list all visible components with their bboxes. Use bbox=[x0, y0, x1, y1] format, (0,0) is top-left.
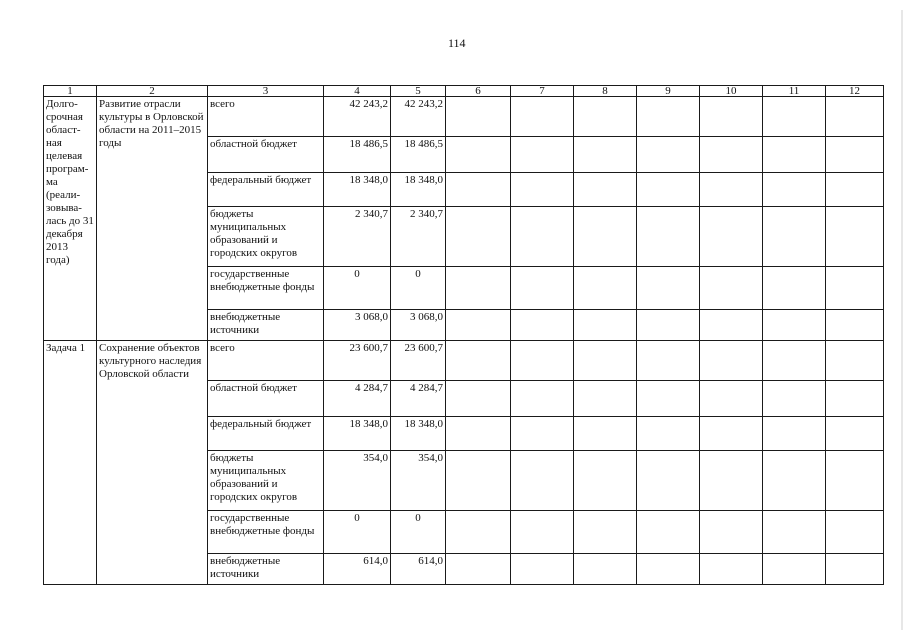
value-col5: 0 bbox=[391, 511, 446, 554]
empty-cell bbox=[511, 381, 574, 417]
value-col5: 18 486,5 bbox=[391, 137, 446, 173]
empty-cell bbox=[763, 207, 826, 267]
value-col4: 18 348,0 bbox=[324, 173, 391, 207]
empty-cell bbox=[700, 97, 763, 137]
empty-cell bbox=[446, 341, 511, 381]
value-col4: 354,0 bbox=[324, 451, 391, 511]
header-cell: 11 bbox=[763, 86, 826, 97]
budget-table bbox=[43, 85, 884, 585]
empty-cell bbox=[763, 381, 826, 417]
empty-cell bbox=[826, 267, 884, 310]
empty-cell bbox=[446, 511, 511, 554]
empty-cell bbox=[637, 207, 700, 267]
empty-cell bbox=[700, 267, 763, 310]
value-col4: 18 486,5 bbox=[324, 137, 391, 173]
empty-cell bbox=[637, 173, 700, 207]
scan-edge-artifact bbox=[901, 10, 903, 630]
empty-cell bbox=[826, 451, 884, 511]
value-col4: 4 284,7 bbox=[324, 381, 391, 417]
empty-cell bbox=[574, 207, 637, 267]
header-cell: 10 bbox=[700, 86, 763, 97]
empty-cell bbox=[826, 97, 884, 137]
value-col4: 3 068,0 bbox=[324, 310, 391, 341]
header-cell: 1 bbox=[44, 86, 97, 97]
empty-cell bbox=[511, 451, 574, 511]
empty-cell bbox=[637, 97, 700, 137]
header-cell: 9 bbox=[637, 86, 700, 97]
funding-source-cell: внебюджетные источники bbox=[208, 310, 324, 341]
value-col4: 0 bbox=[324, 511, 391, 554]
empty-cell bbox=[574, 381, 637, 417]
empty-cell bbox=[511, 341, 574, 381]
funding-source-cell: бюджеты муниципальных образований и городских округов bbox=[208, 451, 324, 511]
empty-cell bbox=[826, 554, 884, 585]
empty-cell bbox=[574, 173, 637, 207]
empty-cell bbox=[574, 451, 637, 511]
empty-cell bbox=[763, 417, 826, 451]
table-row bbox=[44, 97, 884, 137]
funding-source-cell: внебюджетные источники bbox=[208, 554, 324, 585]
empty-cell bbox=[574, 137, 637, 173]
empty-cell bbox=[826, 417, 884, 451]
empty-cell bbox=[826, 173, 884, 207]
task-name-cell: Сохранение объектов культурного наследия Орловской области bbox=[97, 341, 208, 585]
empty-cell bbox=[511, 417, 574, 451]
value-col4: 23 600,7 bbox=[324, 341, 391, 381]
funding-source-cell: государственные внебюджетные фонды bbox=[208, 511, 324, 554]
empty-cell bbox=[446, 173, 511, 207]
empty-cell bbox=[700, 173, 763, 207]
empty-cell bbox=[763, 267, 826, 310]
header-cell: 7 bbox=[511, 86, 574, 97]
empty-cell bbox=[700, 417, 763, 451]
empty-cell bbox=[446, 97, 511, 137]
page-number: 114 bbox=[448, 36, 466, 50]
table-row bbox=[44, 341, 884, 381]
empty-cell bbox=[826, 137, 884, 173]
empty-cell bbox=[511, 97, 574, 137]
empty-cell bbox=[511, 137, 574, 173]
empty-cell bbox=[637, 417, 700, 451]
empty-cell bbox=[511, 511, 574, 554]
empty-cell bbox=[826, 207, 884, 267]
value-col5: 4 284,7 bbox=[391, 381, 446, 417]
header-cell: 12 bbox=[826, 86, 884, 97]
funding-source-cell: федеральный бюджет bbox=[208, 173, 324, 207]
empty-cell bbox=[700, 554, 763, 585]
value-col5: 354,0 bbox=[391, 451, 446, 511]
value-col4: 2 340,7 bbox=[324, 207, 391, 267]
empty-cell bbox=[574, 511, 637, 554]
empty-cell bbox=[700, 511, 763, 554]
funding-source-cell: всего bbox=[208, 97, 324, 137]
task-label-cell: Задача 1 bbox=[44, 341, 97, 585]
empty-cell bbox=[763, 554, 826, 585]
empty-cell bbox=[574, 417, 637, 451]
empty-cell bbox=[446, 451, 511, 511]
empty-cell bbox=[763, 310, 826, 341]
empty-cell bbox=[763, 451, 826, 511]
empty-cell bbox=[826, 310, 884, 341]
funding-source-cell: бюджеты муниципальных образований и городских округов bbox=[208, 207, 324, 267]
empty-cell bbox=[763, 137, 826, 173]
value-col4: 18 348,0 bbox=[324, 417, 391, 451]
empty-cell bbox=[637, 511, 700, 554]
funding-source-cell: всего bbox=[208, 341, 324, 381]
empty-cell bbox=[637, 310, 700, 341]
empty-cell bbox=[446, 310, 511, 341]
value-col5: 42 243,2 bbox=[391, 97, 446, 137]
empty-cell bbox=[700, 341, 763, 381]
empty-cell bbox=[763, 173, 826, 207]
value-col5: 614,0 bbox=[391, 554, 446, 585]
empty-cell bbox=[826, 381, 884, 417]
program-type-cell: Долго-срочная област-ная целевая програм-ма (реали-зовыва-лась до 31 декабря 2013 года) bbox=[44, 97, 97, 341]
empty-cell bbox=[763, 511, 826, 554]
funding-source-cell: областной бюджет bbox=[208, 137, 324, 173]
empty-cell bbox=[446, 417, 511, 451]
empty-cell bbox=[446, 554, 511, 585]
empty-cell bbox=[511, 267, 574, 310]
empty-cell bbox=[637, 137, 700, 173]
header-cell: 2 bbox=[97, 86, 208, 97]
empty-cell bbox=[700, 137, 763, 173]
value-col5: 23 600,7 bbox=[391, 341, 446, 381]
empty-cell bbox=[511, 310, 574, 341]
empty-cell bbox=[637, 381, 700, 417]
value-col5: 18 348,0 bbox=[391, 417, 446, 451]
value-col5: 2 340,7 bbox=[391, 207, 446, 267]
header-cell: 3 bbox=[208, 86, 324, 97]
empty-cell bbox=[511, 554, 574, 585]
empty-cell bbox=[446, 137, 511, 173]
value-col4: 42 243,2 bbox=[324, 97, 391, 137]
empty-cell bbox=[826, 341, 884, 381]
empty-cell bbox=[637, 451, 700, 511]
empty-cell bbox=[826, 511, 884, 554]
empty-cell bbox=[700, 381, 763, 417]
empty-cell bbox=[446, 381, 511, 417]
header-cell: 5 bbox=[391, 86, 446, 97]
header-cell: 6 bbox=[446, 86, 511, 97]
empty-cell bbox=[763, 341, 826, 381]
empty-cell bbox=[446, 267, 511, 310]
funding-source-cell: областной бюджет bbox=[208, 381, 324, 417]
funding-source-cell: федеральный бюджет bbox=[208, 417, 324, 451]
value-col5: 18 348,0 bbox=[391, 173, 446, 207]
header-cell: 4 bbox=[324, 86, 391, 97]
value-col4: 0 bbox=[324, 267, 391, 310]
empty-cell bbox=[700, 207, 763, 267]
header-cell: 8 bbox=[574, 86, 637, 97]
value-col5: 0 bbox=[391, 267, 446, 310]
empty-cell bbox=[700, 451, 763, 511]
empty-cell bbox=[637, 267, 700, 310]
empty-cell bbox=[637, 341, 700, 381]
empty-cell bbox=[700, 310, 763, 341]
empty-cell bbox=[574, 341, 637, 381]
program-name-cell: Развитие отрасли культуры в Орловской области на 2011–2015 годы bbox=[97, 97, 208, 341]
empty-cell bbox=[763, 97, 826, 137]
empty-cell bbox=[574, 554, 637, 585]
empty-cell bbox=[574, 97, 637, 137]
empty-cell bbox=[574, 267, 637, 310]
empty-cell bbox=[511, 173, 574, 207]
empty-cell bbox=[446, 207, 511, 267]
header-row bbox=[44, 86, 884, 97]
empty-cell bbox=[574, 310, 637, 341]
empty-cell bbox=[637, 554, 700, 585]
value-col5: 3 068,0 bbox=[391, 310, 446, 341]
empty-cell bbox=[511, 207, 574, 267]
funding-source-cell: государственные внебюджетные фонды bbox=[208, 267, 324, 310]
value-col4: 614,0 bbox=[324, 554, 391, 585]
